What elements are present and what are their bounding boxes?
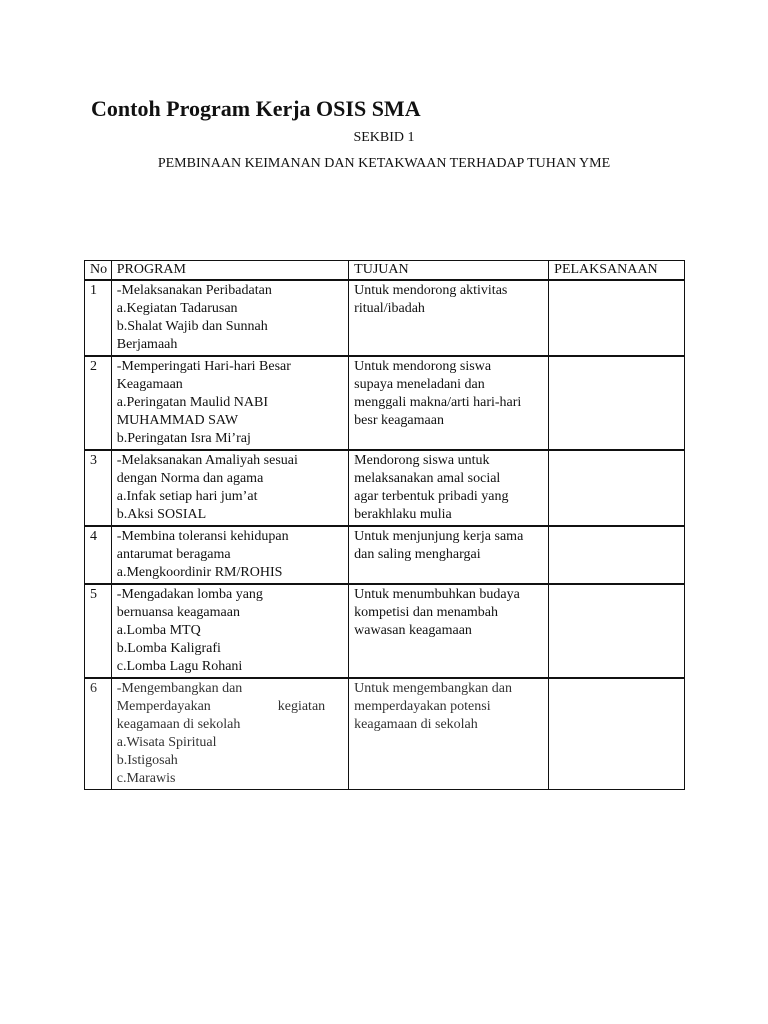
cell-pelaksanaan	[549, 678, 685, 790]
cell-no: 6	[85, 678, 112, 790]
program-line: a.Kegiatan Tadarusan	[116, 301, 238, 316]
program-line: bernuansa keagamaan	[116, 605, 240, 620]
header-pelaksanaan: PELAKSANAAN	[549, 261, 685, 281]
tujuan-line: agar terbentuk pribadi yang	[354, 489, 509, 504]
cell-tujuan	[349, 678, 549, 790]
program-line: -Mengembangkan dan	[116, 681, 243, 696]
cell-tujuan	[349, 526, 549, 584]
table-row	[85, 678, 685, 790]
program-line: -Melaksanakan Amaliyah sesuai	[116, 453, 298, 468]
tujuan-line: Untuk menumbuhkan budaya	[354, 587, 520, 602]
cell-program	[111, 678, 348, 790]
program-line: a.Infak setiap hari jum’at	[116, 489, 258, 504]
cell-tujuan	[349, 584, 549, 678]
cell-no: 2	[85, 356, 112, 450]
table-header-row	[85, 261, 685, 281]
tujuan-line: dan saling menghargai	[354, 547, 481, 562]
cell-no: 1	[85, 280, 112, 356]
cell-tujuan	[349, 356, 549, 450]
program-table	[84, 260, 685, 790]
program-line: c.Lomba Lagu Rohani	[116, 659, 243, 674]
cell-pelaksanaan	[549, 584, 685, 678]
program-line: b.Istigosah	[116, 753, 178, 768]
program-line: MUHAMMAD SAW	[116, 413, 239, 428]
program-line: keagamaan di sekolah	[116, 717, 241, 732]
cell-program	[111, 450, 348, 526]
program-line: a.Mengkoordinir RM/ROHIS	[116, 565, 283, 580]
program-line: a.Lomba MTQ	[116, 623, 201, 638]
cell-pelaksanaan	[549, 526, 685, 584]
header-no: No	[85, 261, 112, 281]
program-line-justified	[117, 698, 343, 716]
header-program: PROGRAM	[111, 261, 348, 281]
tujuan-line: supaya meneladani dan	[354, 377, 485, 392]
cell-program	[111, 356, 348, 450]
program-line: antarumat beragama	[116, 547, 231, 562]
program-line: a.Peringatan Maulid NABI	[116, 395, 268, 410]
cell-pelaksanaan	[549, 356, 685, 450]
tujuan-line: kompetisi dan menambah	[354, 605, 499, 620]
cell-pelaksanaan	[549, 450, 685, 526]
cell-program	[111, 584, 348, 678]
table-row	[85, 280, 685, 356]
program-line: -Memperingati Hari-hari Besar	[116, 359, 291, 374]
document-title: Contoh Program Kerja OSIS SMA	[91, 96, 421, 121]
header-tujuan: TUJUAN	[349, 261, 549, 281]
tujuan-line: wawasan keagamaan	[354, 623, 472, 638]
cell-no: 3	[85, 450, 112, 526]
section-heading: PEMBINAAN KEIMANAN DAN KETAKWAAN TERHADAP TUHAN YME	[157, 156, 611, 171]
program-line: Keagamaan	[116, 377, 183, 392]
program-line: dengan Norma dan agama	[116, 471, 264, 486]
tujuan-line: Untuk menjunjung kerja sama	[354, 529, 524, 544]
program-line: b.Lomba Kaligrafi	[116, 641, 221, 656]
tujuan-line: Untuk mendorong siswa	[354, 359, 492, 374]
justified-left-word: Memperdayakan	[116, 699, 211, 714]
tujuan-line: memperdayakan potensi	[354, 699, 491, 714]
justified-right-word: kegiatan	[277, 699, 326, 714]
table-row	[85, 450, 685, 526]
program-line: a.Wisata Spiritual	[116, 735, 217, 750]
program-line: Berjamaah	[116, 337, 178, 352]
tujuan-line: menggali makna/arti hari-hari	[354, 395, 522, 410]
program-line: -Membina toleransi kehidupan	[116, 529, 289, 544]
cell-program	[111, 280, 348, 356]
program-line: c.Marawis	[116, 771, 176, 786]
cell-pelaksanaan	[549, 280, 685, 356]
cell-program	[111, 526, 348, 584]
tujuan-line: keagamaan di sekolah	[354, 717, 478, 732]
tujuan-line: Mendorong siswa untuk	[354, 453, 490, 468]
program-line: b.Shalat Wajib dan Sunnah	[116, 319, 268, 334]
section-subtitle: SEKBID 1	[353, 130, 415, 145]
cell-tujuan	[349, 450, 549, 526]
tujuan-line: besr keagamaan	[354, 413, 444, 428]
table-row	[85, 356, 685, 450]
cell-no: 5	[85, 584, 112, 678]
cell-no: 4	[85, 526, 112, 584]
tujuan-line: Untuk mengembangkan dan	[354, 681, 513, 696]
cell-tujuan	[349, 280, 549, 356]
program-line: -Melaksanakan Peribadatan	[116, 283, 272, 298]
program-line: b.Aksi SOSIAL	[116, 507, 207, 522]
tujuan-line: Untuk mendorong aktivitas	[354, 283, 508, 298]
program-line: -Mengadakan lomba yang	[116, 587, 263, 602]
program-line: b.Peringatan Isra Mi’raj	[116, 431, 251, 446]
tujuan-line: berakhlaku mulia	[354, 507, 452, 522]
tujuan-line: ritual/ibadah	[354, 301, 425, 316]
table-row	[85, 526, 685, 584]
tujuan-line: melaksanakan amal social	[354, 471, 501, 486]
table-row	[85, 584, 685, 678]
